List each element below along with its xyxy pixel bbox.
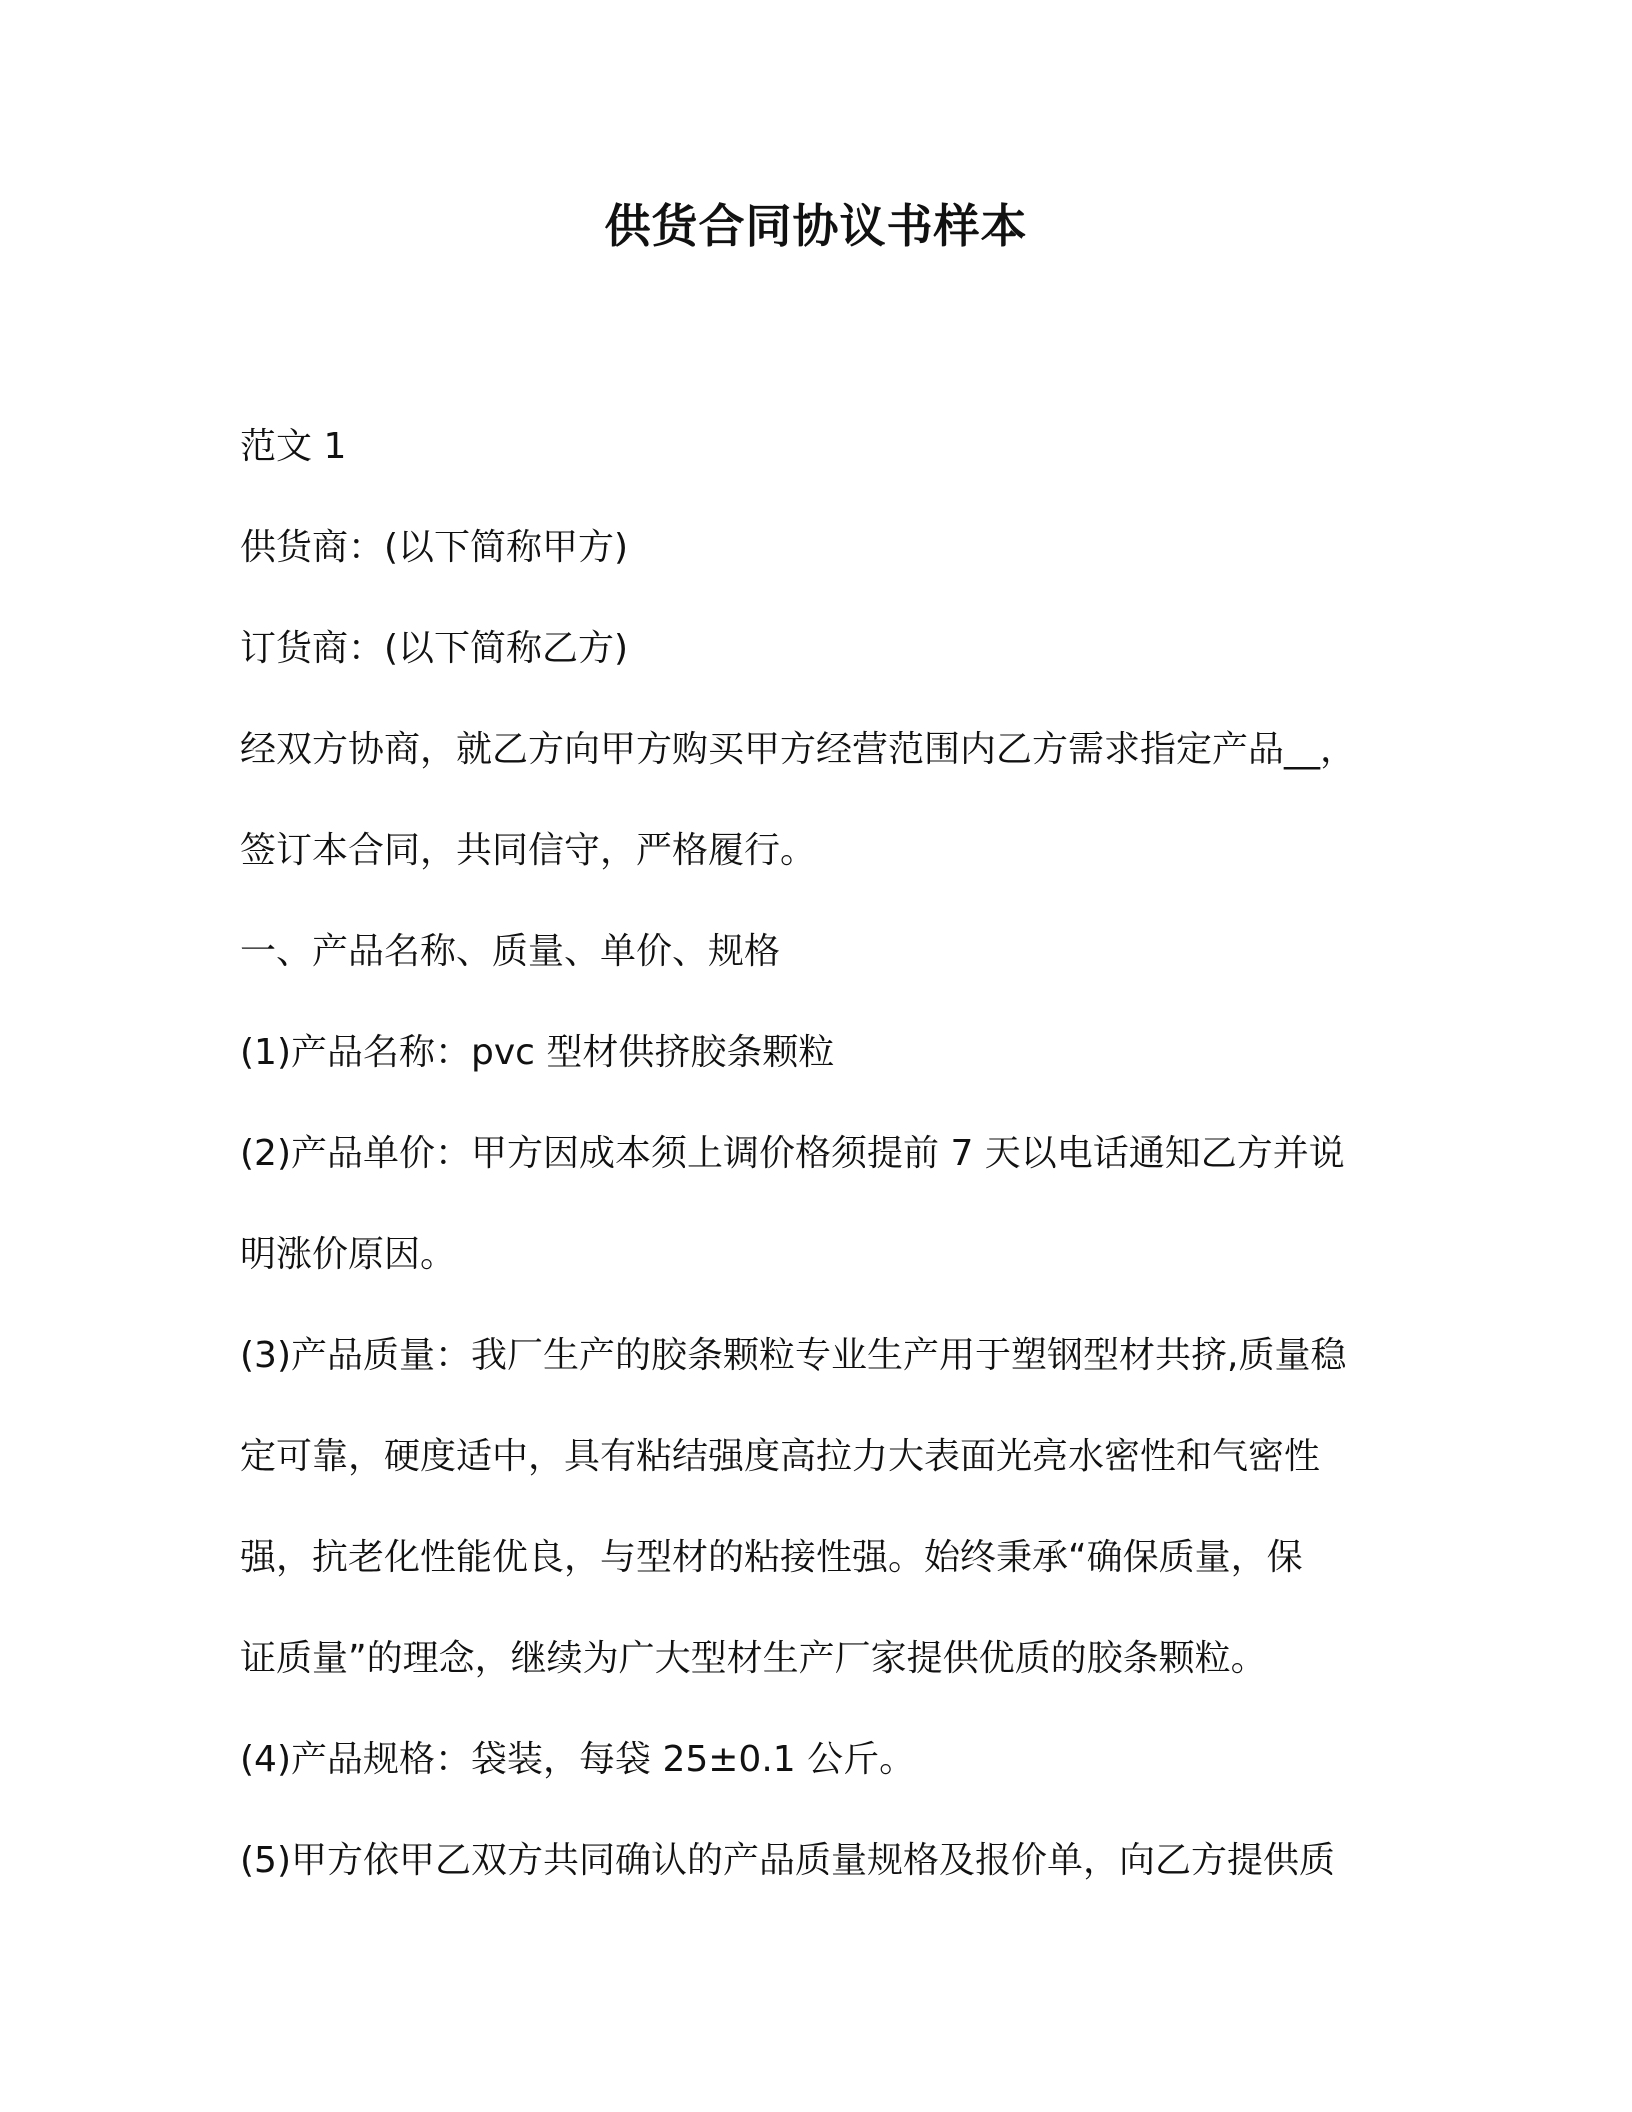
document-body: [240, 412, 1420, 1927]
paragraph-line: 供货商：(以下简称甲方): [240, 527, 629, 568]
section-heading: 一、产品名称、质量、单价、规格: [240, 931, 781, 972]
paragraph-line: (5)甲方依甲乙双方共同确认的产品质量规格及报价单，向乙方提供质: [240, 1840, 1335, 1881]
paragraph-line: 定可靠，硬度适中，具有粘结强度高拉力大表面光亮水密性和气密性: [240, 1436, 1321, 1477]
document-title: 供货合同协议书样本: [604, 199, 1028, 253]
paragraph-line: (3)产品质量：我厂生产的胶条颗粒专业生产用于塑钢型材共挤,质量稳: [240, 1335, 1347, 1376]
paragraph-line: 明涨价原因。: [240, 1234, 457, 1275]
paragraph-line: (4)产品规格：袋装，每袋 25±0.1 公斤。: [240, 1739, 916, 1780]
paragraph-line: 订货商：(以下简称乙方): [240, 628, 629, 669]
paragraph-line: 签订本合同，共同信守，严格履行。: [240, 830, 817, 871]
paragraph-line: 证质量”的理念，继续为广大型材生产厂家提供优质的胶条颗粒。: [240, 1638, 1267, 1679]
paragraph-line: 强，抗老化性能优良，与型材的粘接性强。始终秉承“确保质量，保: [240, 1537, 1303, 1578]
paragraph-line: (1)产品名称：pvc 型材供挤胶条颗粒: [240, 1032, 835, 1073]
paragraph-line: (2)产品单价：甲方因成本须上调价格须提前 7 天以电话通知乙方并说: [240, 1133, 1345, 1174]
paragraph-line: 经双方协商，就乙方向甲方购买甲方经营范围内乙方需求指定产品__，: [240, 729, 1357, 770]
paragraph-line: 范文 1: [240, 426, 347, 467]
